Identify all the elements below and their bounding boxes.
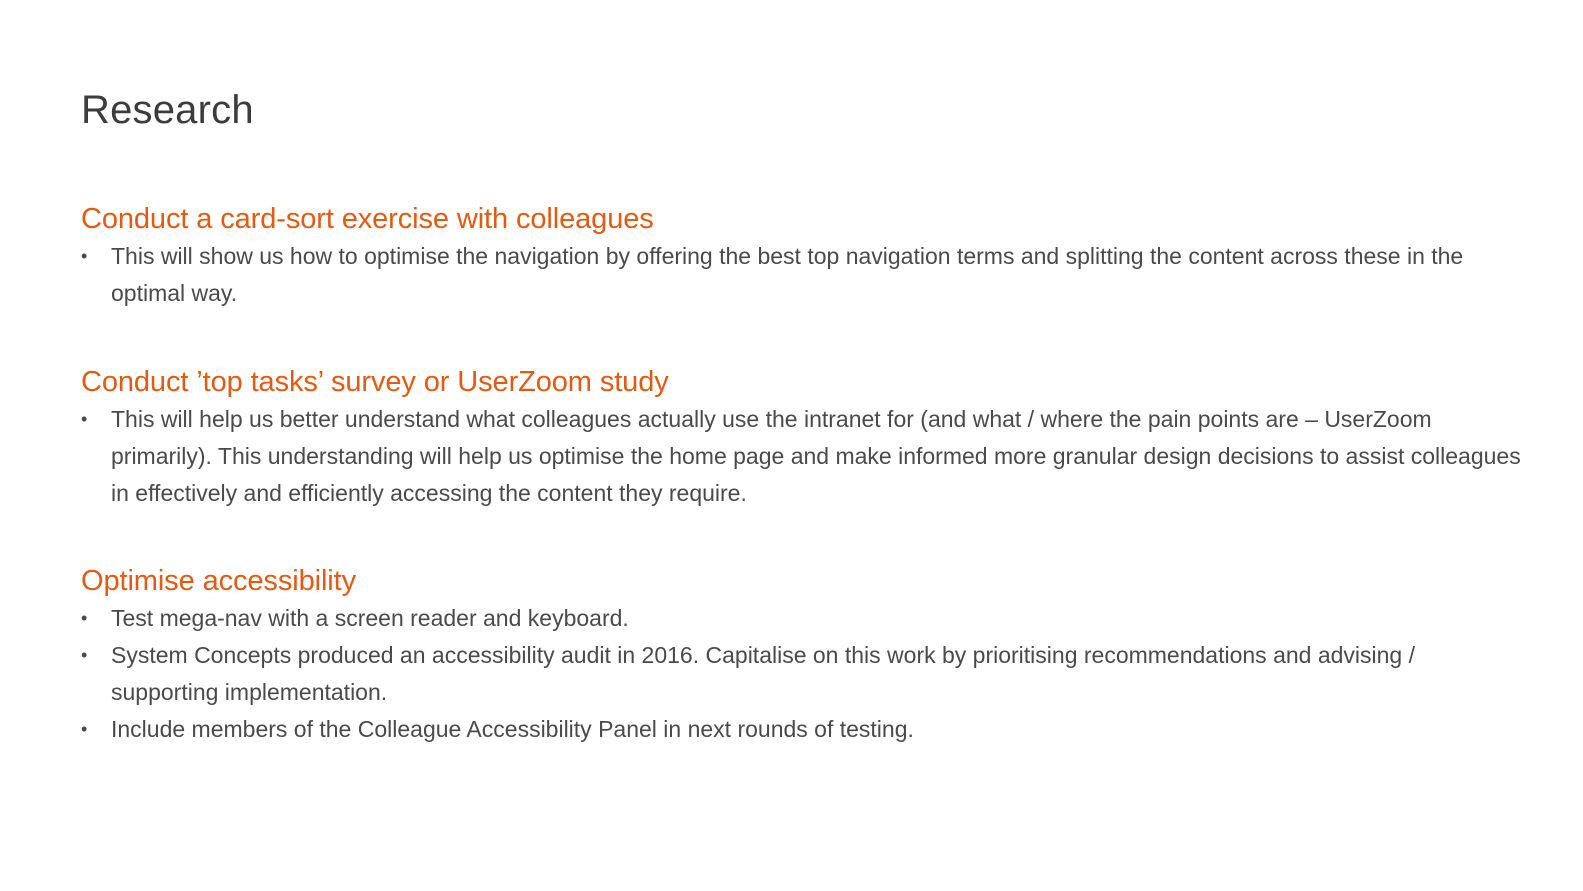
list-item [81,600,1521,637]
page-title: Research [81,88,254,132]
bullet-icon: • [81,608,88,628]
section-heading: Conduct ’top tasks’ survey or UserZoom study [81,366,669,398]
bullet-text: This will help us better understand what colleagues actually use the intranet for (and what / where the pain points are – UserZoom primarily). This understanding will help us optimise the home page and make informed more granular design decisions to assist colleagues in effectively and efficiently accessing the content they require. [111,406,1521,506]
bullet-list [81,401,1521,512]
section-accessibility [81,562,1521,748]
list-item [81,711,1521,748]
bullet-icon: • [81,719,88,739]
bullet-icon: • [81,409,88,429]
section-heading: Conduct a card-sort exercise with colleagues [81,203,654,235]
section-card-sort [81,200,1521,312]
bullet-list [81,238,1521,312]
bullet-text: Include members of the Colleague Accessibility Panel in next rounds of testing. [111,716,914,742]
bullet-icon: • [81,246,88,266]
bullet-icon: • [81,645,88,665]
bullet-list [81,600,1521,748]
bullet-text: Test mega-nav with a screen reader and keyboard. [111,605,629,631]
bullet-text: This will show us how to optimise the navigation by offering the best top navigation terms and splitting the content across these in the optimal way. [111,243,1464,306]
list-item [81,637,1521,711]
section-heading: Optimise accessibility [81,565,356,597]
list-item [81,401,1521,512]
list-item [81,238,1521,312]
section-top-tasks [81,363,1521,512]
bullet-text: System Concepts produced an accessibility audit in 2016. Capitalise on this work by prioritising recommendations and advising / supporting implementation. [111,642,1416,705]
